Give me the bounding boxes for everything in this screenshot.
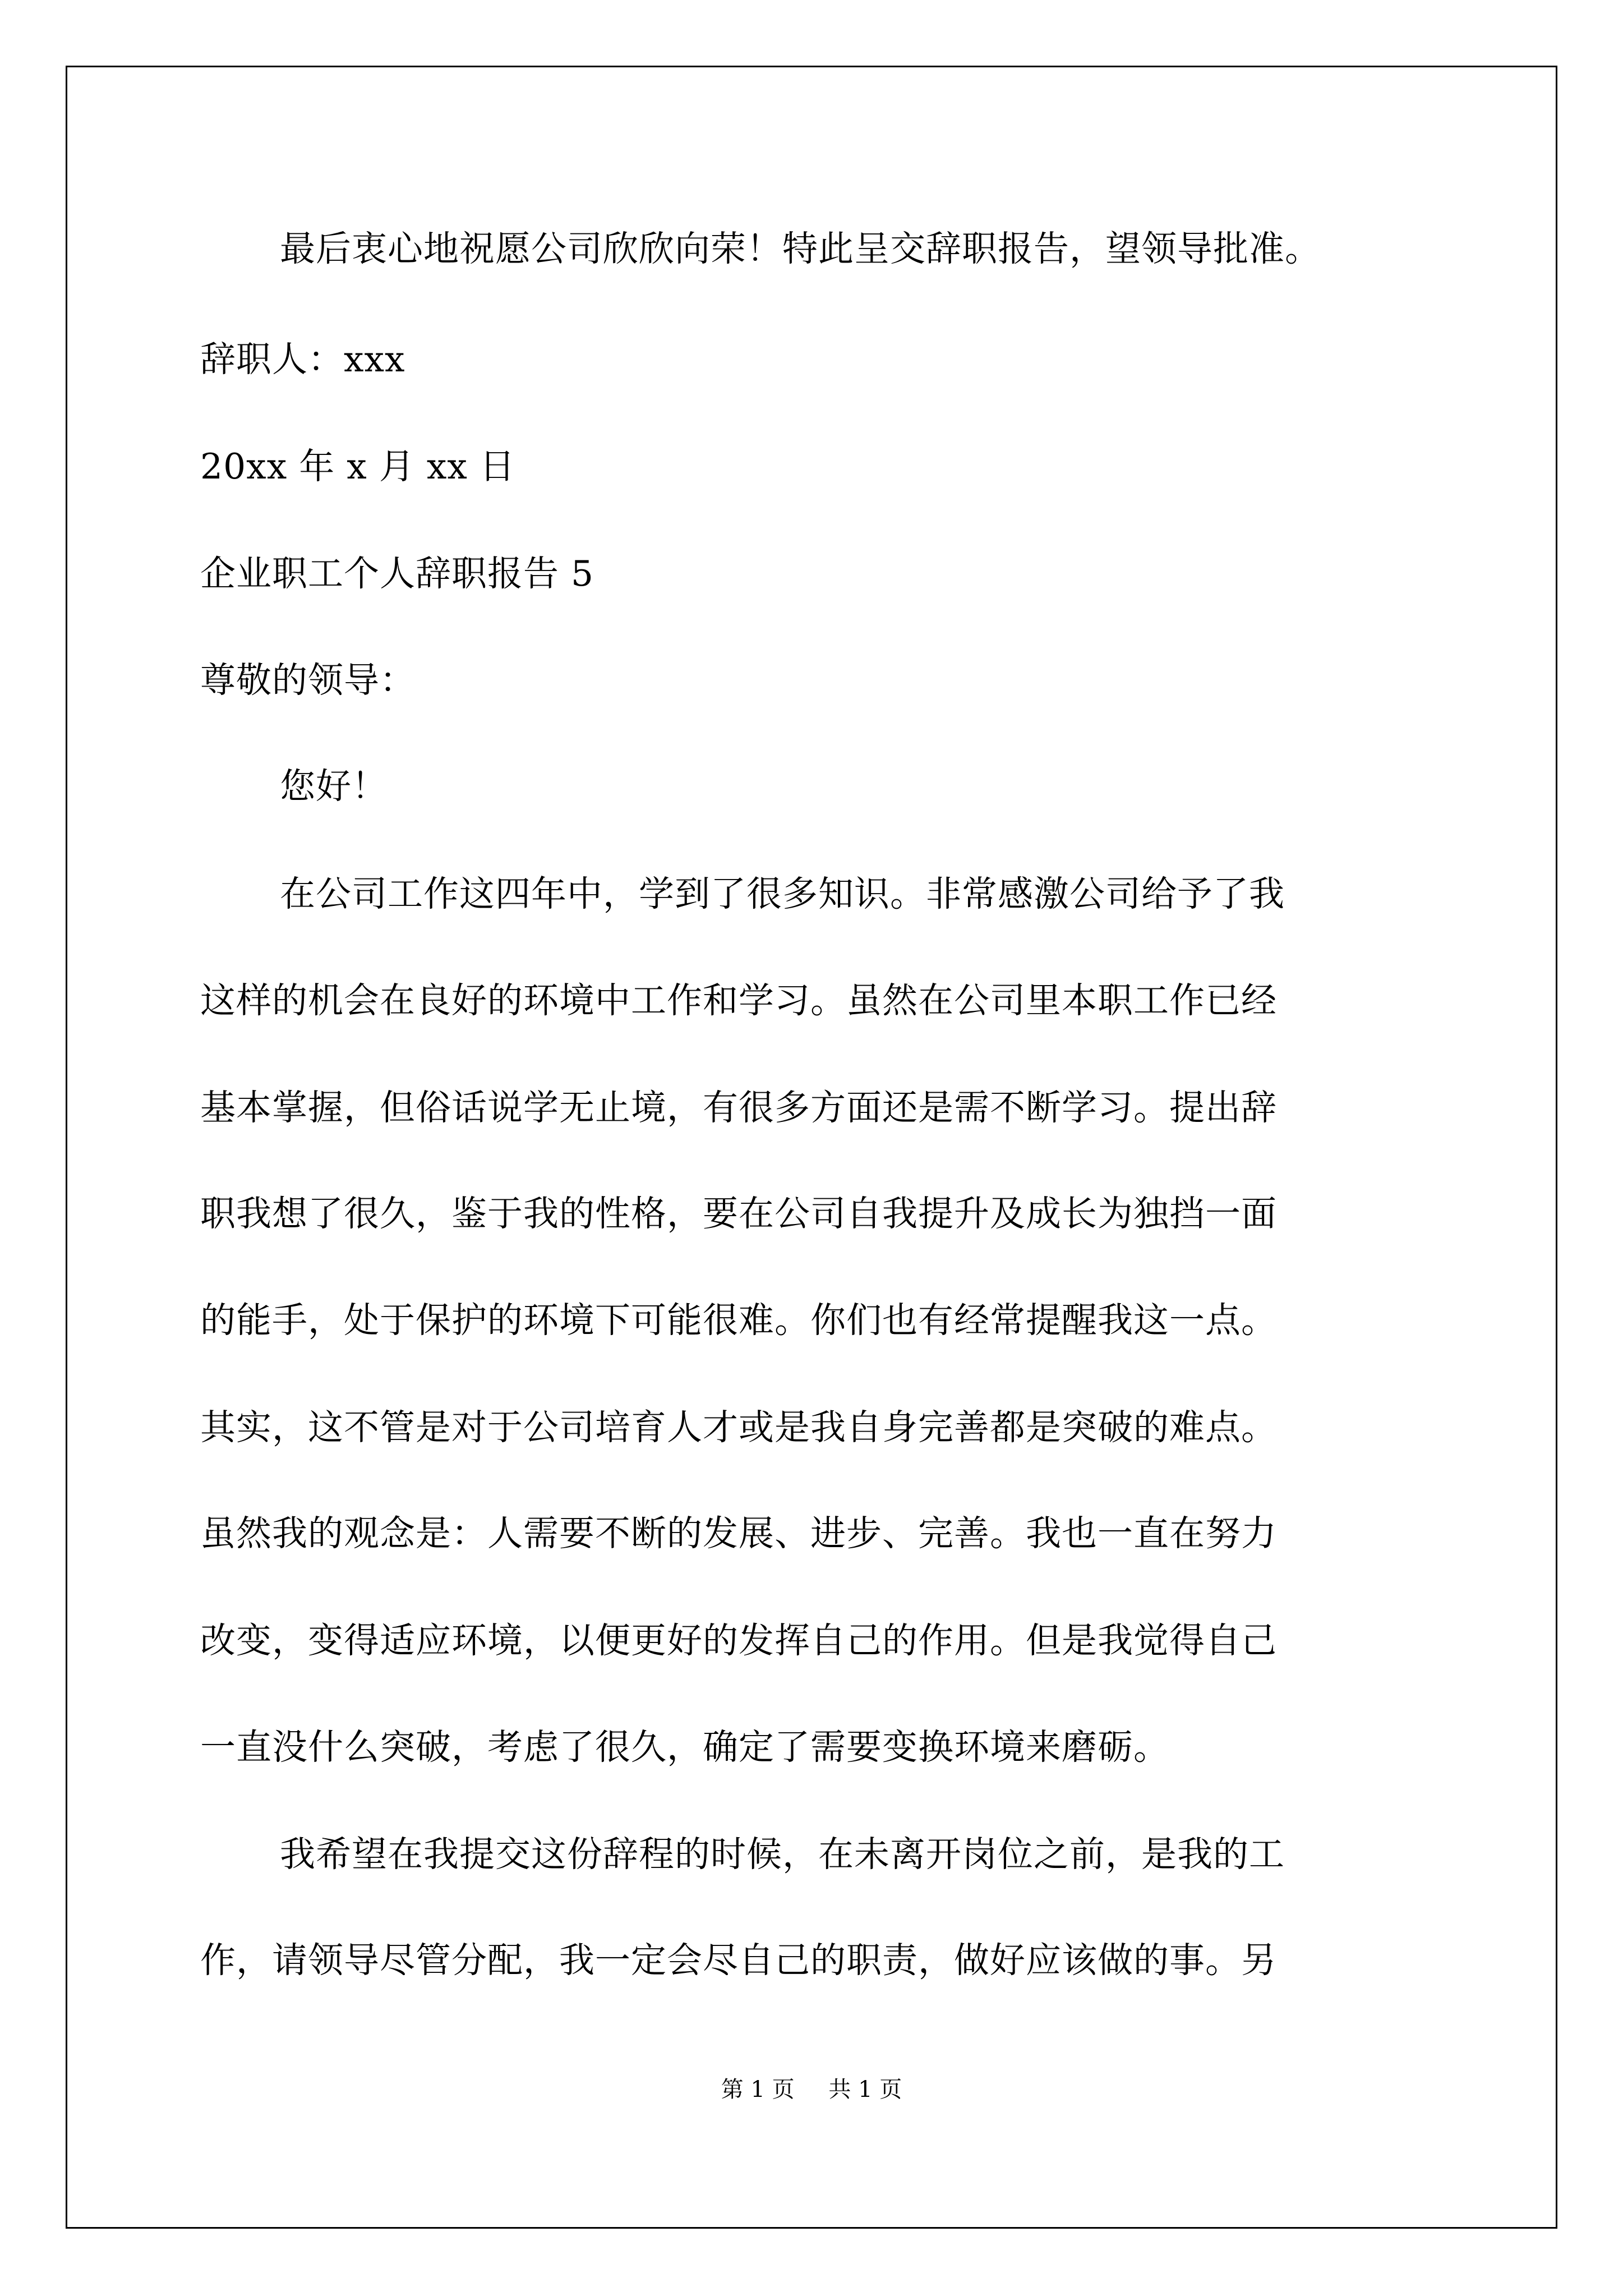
page-border: [66, 66, 1557, 2229]
paragraph-line: 虽然我的观念是：人需要不断的发展、进步、完善。我也一直在努力: [200, 1513, 1277, 1554]
page-number: 第 1 页: [721, 2077, 795, 2102]
page-total: 共 1 页: [828, 2077, 902, 2102]
signature-name: 辞职人：xxx: [200, 339, 405, 380]
salutation: 尊敬的领导：: [200, 660, 416, 701]
paragraph-line: 一直没什么突破，考虑了很久，确定了需要变换环境来磨砺。: [200, 1727, 1169, 1768]
paragraph-line: 我希望在我提交这份辞程的时候，在未离开岗位之前，是我的工: [280, 1834, 1285, 1875]
paragraph-line: 改变，变得适应环境，以便更好的发挥自己的作用。但是我觉得自己: [200, 1620, 1277, 1661]
signature-date: 20xx 年 x 月 xx 日: [200, 446, 515, 487]
paragraph-line: 基本掌握，但俗话说学无止境，有很多方面还是需不断学习。提出辞: [200, 1087, 1277, 1128]
paragraph-line: 这样的机会在良好的环境中工作和学习。虽然在公司里本职工作已经: [200, 980, 1277, 1021]
paragraph-line: 在公司工作这四年中，学到了很多知识。非常感激公司给予了我: [280, 873, 1285, 914]
closing-paragraph: 最后衷心地祝愿公司欣欣向荣！特此呈交辞职报告，望领导批准。: [280, 228, 1321, 269]
section-title: 企业职工个人辞职报告 5: [200, 553, 594, 594]
paragraph-line: 职我想了很久，鉴于我的性格，要在公司自我提升及成长为独挡一面: [200, 1193, 1277, 1234]
paragraph-line: 的能手，处于保护的环境下可能很难。你们也有经常提醒我这一点。: [200, 1300, 1277, 1341]
paragraph-line: 其实，这不管是对于公司培育人才或是我自身完善都是突破的难点。: [200, 1407, 1277, 1448]
paragraph-line: 作，请领导尽管分配，我一定会尽自己的职责，做好应该做的事。另: [200, 1940, 1277, 1981]
page-footer: [0, 2076, 1623, 2104]
greeting: 您好！: [280, 766, 388, 807]
